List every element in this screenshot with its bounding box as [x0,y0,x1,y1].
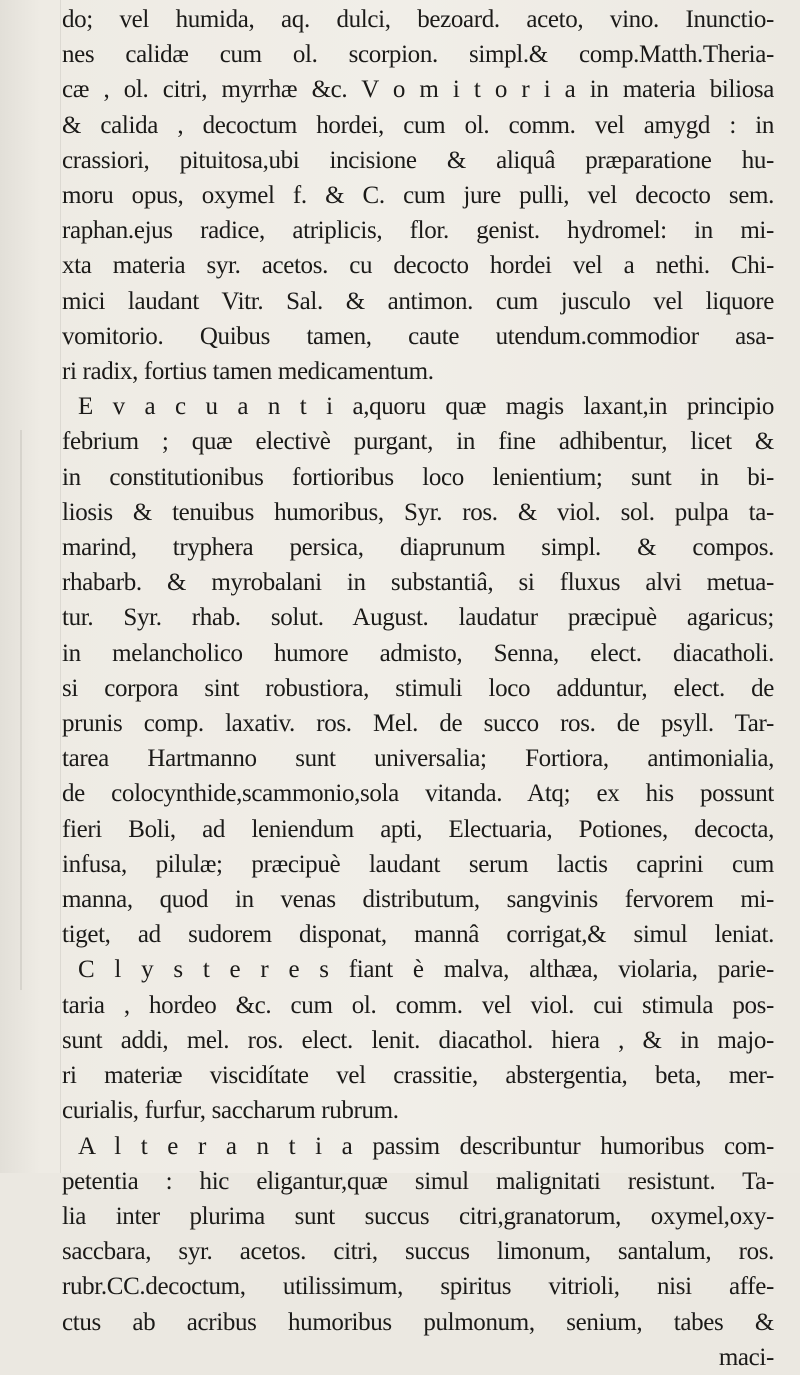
text-line: si corpora sint robustiora, stimuli loco adduntur, elect. de [62,674,774,702]
text-line: petentia : hic eligantur,quæ simul malignitati resistunt. Ta- [62,1167,774,1195]
text-line: vomitorio. Quibus tamen, caute utendum.commodior asa- [62,322,774,350]
text-line: cæ , ol. citri, myrrhæ &c. V o m i t o r i a in materia biliosa [62,76,774,104]
latin-text-block [62,2,774,1375]
text-line: tarea Hartmanno sunt universalia; Fortiora, antimonialia, [62,745,774,773]
text-line: manna, quod in venas distributum, sangvinis fervorem mi- [62,886,774,914]
text-line: xta materia syr. acetos. cu decocto hordei vel a nethi. Chi- [62,252,774,280]
text-line: sunt addi, mel. ros. elect. lenit. diacathol. hiera , & in majo- [62,1026,774,1054]
text-line: mici laudant Vitr. Sal. & antimon. cum jusculo vel liquore [62,287,774,315]
text-line: moru opus, oxymel f. & C. cum jure pulli, vel decocto sem. [62,182,774,210]
text-line: ri radix, fortius tamen medicamentum. [62,358,434,386]
text-line: A l t e r a n t i a passim describuntur humoribus com- [78,1132,774,1160]
text-line: de colocynthide,scammonio,sola vitanda. Atq; ex his possunt [62,780,774,808]
text-line: do; vel humida, aq. dulci, bezoard. aceto, vino. Inunctio- [62,6,774,33]
text-line: rubr.CC.decoctum, utilissimum, spiritus vitrioli, nisi affe- [62,1273,774,1301]
text-line: fieri Boli, ad leniendum apti, Electuaria, Potiones, decocta, [62,815,774,843]
text-line: marind, tryphera persica, diaprunum simpl. & compos. [62,534,774,562]
text-line: ri materiæ viscidítate vel crassitie, abstergentia, beta, mer- [62,1062,774,1090]
text-line: ctus ab acribus humoribus pulmonum, senium, tabes & [62,1308,774,1336]
text-line: saccbara, syr. acetos. citri, succus limonum, santalum, ros. [62,1238,774,1266]
text-line: taria , hordeo &c. cum ol. comm. vel viol. cui stimula pos- [62,991,774,1019]
text-line: infusa, pilulæ; præcipuè laudant serum lactis caprini cum [62,850,774,878]
text-line: in constitutionibus fortioribus loco lenientium; sunt in bi- [62,463,774,491]
text-line: tiget, ad sudorem disponat, mannâ corrigat,& simul leniat. [62,921,774,949]
text-line: rhabarb. & myrobalani in substantiâ, si fluxus alvi metua- [62,569,774,597]
text-line: curialis, furfur, saccharum rubrum. [62,1097,399,1125]
text-line: raphan.ejus radice, atriplicis, flor. genist. hydromel: in mi- [62,217,774,245]
text-line: crassiori, pituitosa,ubi incisione & aliquâ præparatione hu- [62,146,774,174]
text-line: & calida , decoctum hordei, cum ol. comm. vel amygd : in [62,111,774,139]
text-line: E v a c u a n t i a,quoru quæ magis laxant,in principio [78,393,774,421]
text-line: nes calidæ cum ol. scorpion. simpl.& comp.Matth.Theria- [62,41,774,69]
text-line: maci- [718,1343,774,1371]
text-line: C l y s t e r e s fiant è malva, althæa, violaria, parie- [78,956,774,984]
text-line: in melancholico humore admisto, Senna, elect. diacatholi. [62,639,774,667]
text-line: tur. Syr. rhab. solut. August. laudatur præcipuè agaricus; [62,604,774,632]
page-gutter [0,0,61,1173]
text-line: prunis comp. laxativ. ros. Mel. de succo ros. de psyll. Tar- [62,710,774,738]
text-line: liosis & tenuibus humoribus, Syr. ros. & viol. sol. pulpa ta- [62,498,774,526]
bleed-through-mark [20,430,22,990]
text-line: lia inter plurima sunt succus citri,granatorum, oxymel,oxy- [62,1202,774,1230]
text-line: febrium ; quæ electivè purgant, in fine adhibentur, licet & [62,428,774,456]
